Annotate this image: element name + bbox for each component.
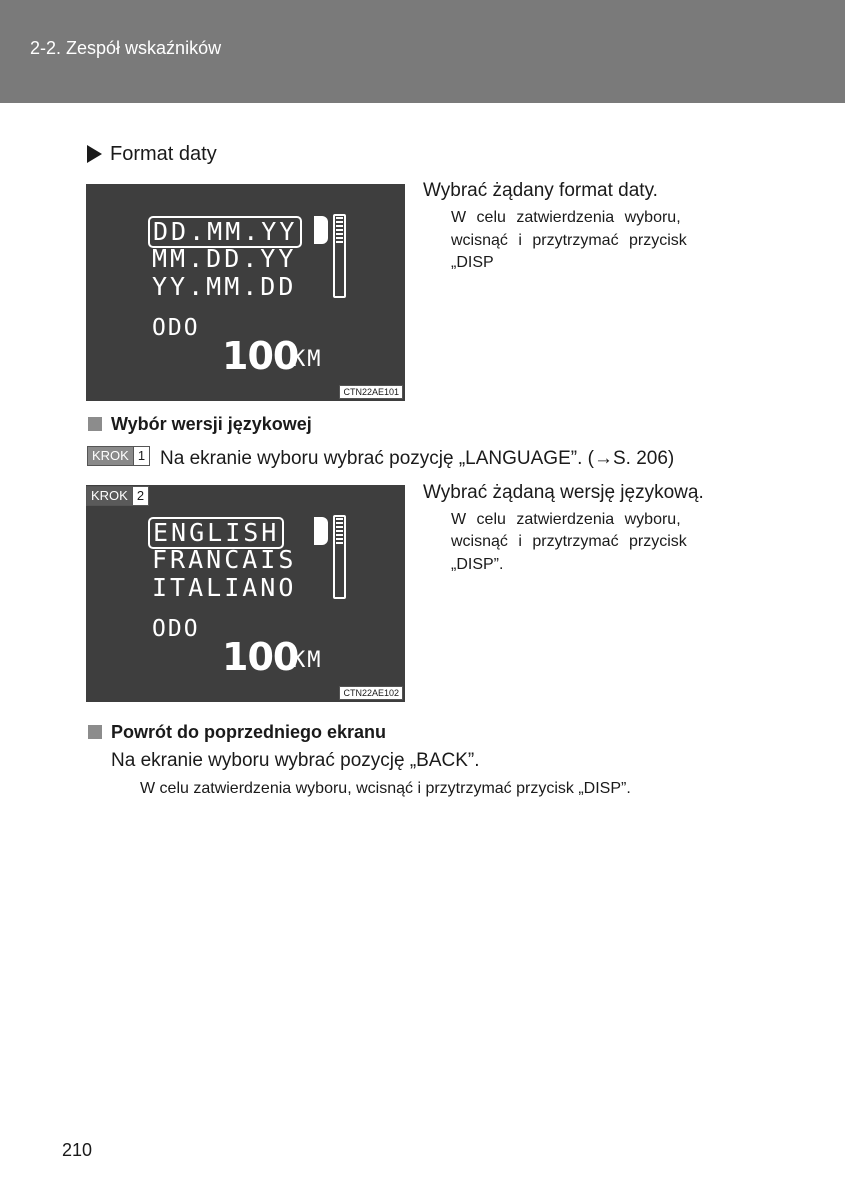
date-format-display bbox=[86, 184, 405, 401]
date-format-note-line-3: „DISP bbox=[451, 254, 494, 271]
language-instruction: Wybrać żądaną wersję językową. bbox=[423, 482, 704, 503]
odo-unit: KM bbox=[292, 347, 323, 372]
back-heading: Powrót do poprzedniego ekranu bbox=[111, 722, 387, 742]
step-number: 1 bbox=[133, 447, 149, 465]
language-option-3: ITALIANO bbox=[152, 573, 297, 602]
square-bullet-icon bbox=[88, 417, 102, 431]
scrollbar bbox=[333, 515, 346, 599]
step-label: KROK bbox=[87, 487, 132, 505]
date-option-3: YY.MM.DD bbox=[152, 272, 297, 301]
date-format-heading: Format daty bbox=[110, 143, 217, 165]
selection-highlight bbox=[314, 517, 328, 545]
odo-label: ODO bbox=[152, 616, 200, 642]
language-heading: Wybór wersji językowej bbox=[111, 414, 312, 434]
back-note: W celu zatwierdzenia wyboru, wcisnąć i przytrzymać przycisk „DISP”. bbox=[140, 780, 631, 797]
selection-highlight bbox=[314, 216, 328, 244]
odo-value: 100 bbox=[222, 334, 299, 378]
scrollbar bbox=[333, 214, 346, 298]
page-number: 210 bbox=[62, 1140, 93, 1160]
date-option-1: DD.MM.YY bbox=[148, 216, 302, 248]
odo-unit: KM bbox=[292, 648, 323, 673]
odo-label: ODO bbox=[152, 315, 200, 341]
image-code: CTN22AE102 bbox=[339, 686, 403, 700]
date-format-instruction: Wybrać żądany format daty. bbox=[423, 180, 658, 201]
arrow-right-icon bbox=[87, 145, 102, 163]
language-option-1: ENGLISH bbox=[148, 517, 284, 549]
image-code: CTN22AE101 bbox=[339, 385, 403, 399]
step-label: KROK bbox=[88, 447, 133, 465]
odo-value: 100 bbox=[222, 635, 299, 679]
language-display bbox=[86, 485, 405, 702]
language-step1-text: Na ekranie wyboru wybrać pozycję „LANGUAGE”. (→S. 206) bbox=[160, 448, 675, 469]
language-note-line-3: „DISP”. bbox=[451, 556, 504, 573]
square-bullet-icon bbox=[88, 725, 102, 739]
page-header bbox=[0, 0, 845, 103]
date-option-2: MM.DD.YY bbox=[152, 244, 297, 273]
date-format-note-line-1: W celu zatwierdzenia wyboru, bbox=[451, 209, 681, 226]
language-option-2: FRANCAIS bbox=[152, 545, 297, 574]
date-format-note-line-2: wcisnąć i przytrzymać przycisk bbox=[451, 232, 687, 249]
section-title: 2-2. Zespół wskaźników bbox=[30, 38, 222, 58]
back-text: Na ekranie wyboru wybrać pozycję „BACK”. bbox=[111, 750, 480, 771]
scrollbar-thumb bbox=[336, 518, 343, 544]
step-badge-1 bbox=[87, 446, 150, 466]
step-badge-2 bbox=[86, 486, 149, 506]
language-note-line-2: wcisnąć i przytrzymać przycisk bbox=[451, 533, 687, 550]
language-note-line-1: W celu zatwierdzenia wyboru, bbox=[451, 511, 681, 528]
scrollbar-thumb bbox=[336, 217, 343, 243]
step-number: 2 bbox=[132, 487, 148, 505]
